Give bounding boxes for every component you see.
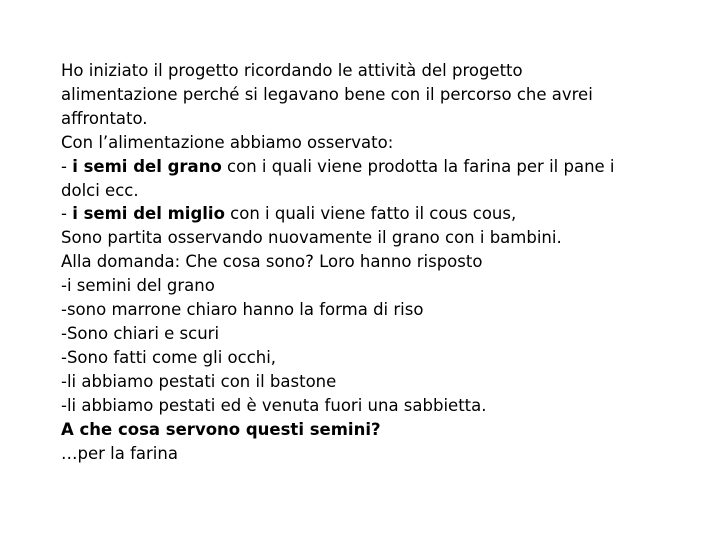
- text-line: -Sono chiari e scuri: [61, 323, 220, 343]
- text-line: [61, 155, 691, 179]
- text-line: dolci ecc.: [61, 180, 139, 200]
- text-line: -Sono fatti come gli occhi,: [61, 347, 277, 367]
- text-line: -li abbiamo pestati ed è venuta fuori una sabbietta.: [61, 395, 487, 415]
- bold-phrase: i semi del miglio: [72, 204, 225, 224]
- bullet-prefix: -: [61, 204, 73, 224]
- line-rest: con i quali viene fatto il cous cous,: [224, 204, 517, 224]
- text-line: alimentazione perché si legavano bene con il percorso che avrei: [61, 84, 593, 104]
- text-line: …per la farina: [61, 443, 178, 463]
- text-line: -i semini del grano: [61, 276, 215, 296]
- bullet-prefix: -: [61, 156, 73, 176]
- text-line: affrontato.: [61, 108, 148, 128]
- text-line: Alla domanda: Che cosa sono? Loro hanno risposto: [61, 252, 483, 272]
- question-heading: A che cosa servono questi semini?: [61, 419, 381, 439]
- text-line: -sono marrone chiaro hanno la forma di riso: [61, 300, 424, 320]
- body-text: [61, 59, 691, 465]
- text-line: Ho iniziato il progetto ricordando le attività del progetto: [61, 61, 523, 80]
- text-line: Sono partita osservando nuovamente il grano con i bambini.: [61, 228, 562, 248]
- line-rest: con i quali viene prodotta la farina per il pane i: [221, 156, 615, 176]
- bold-phrase: i semi del grano: [72, 156, 222, 176]
- text-line: [61, 202, 691, 226]
- text-line: Con l’alimentazione abbiamo osservato:: [61, 132, 394, 152]
- text-line: -li abbiamo pestati con il bastone: [61, 371, 337, 391]
